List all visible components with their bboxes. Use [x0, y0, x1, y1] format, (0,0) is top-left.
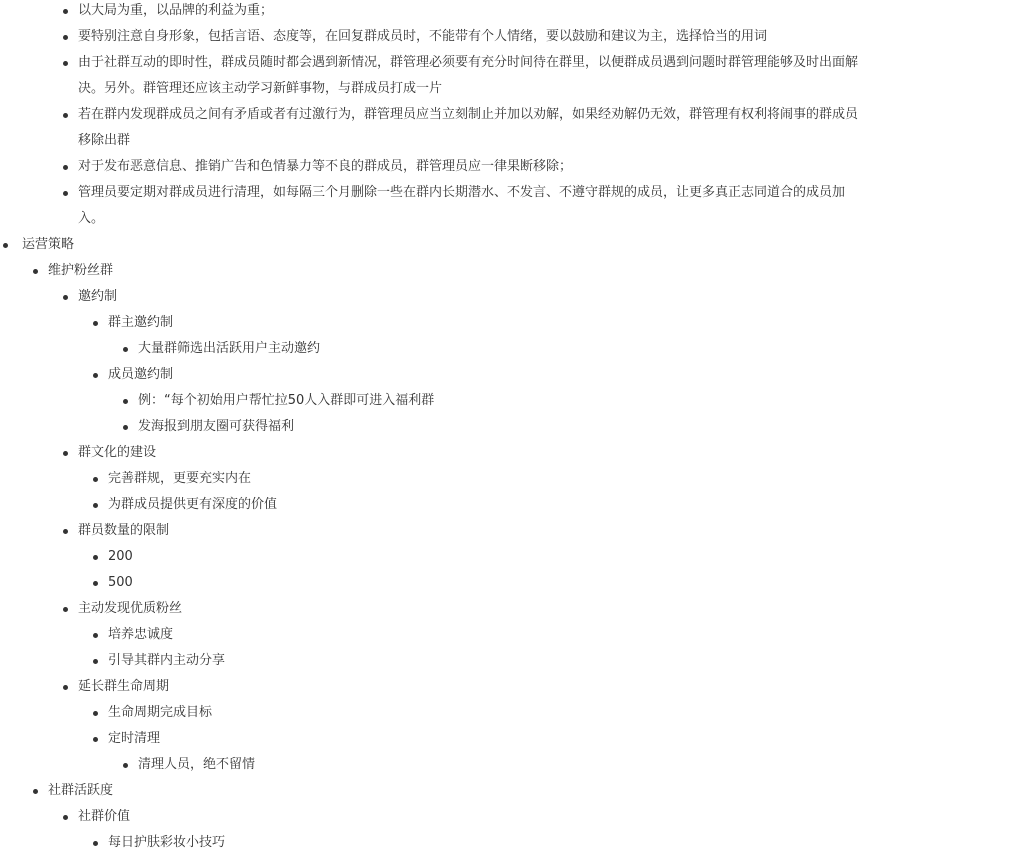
bullet-icon [63, 607, 68, 612]
bullet-icon [33, 789, 38, 794]
outline-item-text: 为群成员提供更有深度的价值 [108, 497, 278, 512]
outline-item-text: 生命周期完成目标 [108, 705, 213, 720]
outline-item-level-4 [0, 726, 1020, 752]
outline-item-text: 要特别注意自身形象，包括言语、态度等，在回复群成员时，不能带有个人情绪，要以鼓励和建议为主，选择恰当的用词 [78, 29, 768, 44]
outline-item-level-3 [0, 674, 1020, 700]
outline-item-text: 500 [108, 575, 133, 590]
outline-item-level-4 [0, 570, 1020, 596]
outline-item-level-4 [0, 700, 1020, 726]
outline-item-level-2 [0, 258, 1020, 284]
bullet-icon [93, 633, 98, 638]
outline-item-text: 运营策略 [22, 237, 75, 252]
outline-item-text: 清理人员，绝不留情 [138, 757, 256, 772]
outline-item-level-3 [0, 154, 1020, 180]
outline-item-level-5 [0, 388, 1020, 414]
bullet-icon [93, 737, 98, 742]
bullet-icon [93, 477, 98, 482]
outline-item-text: 社群活跃度 [48, 783, 114, 798]
outline-item-level-4 [0, 830, 1020, 855]
outline-item-text: 群文化的建设 [78, 445, 157, 460]
outline-item-text: 定时清理 [108, 731, 161, 746]
outline-item-level-4 [0, 466, 1020, 492]
outline-item-text: 维护粉丝群 [48, 263, 114, 278]
outline-item-text: 以大局为重，以品牌的利益为重； [78, 3, 274, 18]
outline-item-text: 若在群内发现群成员之间有矛盾或者有过激行为，群管理员应当立刻制止并加以劝解，如果经劝解仍无效，群管理有权利将闹事的群成员 [78, 107, 859, 122]
outline-item-continuation [0, 76, 1020, 102]
outline-item-text: 发海报到朋友圈可获得福利 [138, 419, 295, 434]
outline-item-text: 入。 [78, 211, 105, 226]
bullet-icon [93, 555, 98, 560]
outline-item-level-3 [0, 596, 1020, 622]
outline-item-level-5 [0, 336, 1020, 362]
outline-item-text: 由于社群互动的即时性，群成员随时都会遇到新情况，群管理必须要有充分时间待在群里，以便群成员遇到问题时群管理能够及时出面解 [78, 55, 859, 70]
bullet-icon [93, 581, 98, 586]
outline-item-text: 成员邀约制 [108, 367, 174, 382]
outline-item-level-3 [0, 804, 1020, 830]
bullet-icon [63, 165, 68, 170]
outline-item-level-3 [0, 440, 1020, 466]
bullet-icon [93, 659, 98, 664]
outline-item-level-4 [0, 648, 1020, 674]
outline-item-text: 决。另外。群管理还应该主动学习新鲜事物，与群成员打成一片 [78, 81, 443, 96]
bullet-icon [63, 61, 68, 66]
bullet-icon [63, 685, 68, 690]
outline-item-level-4 [0, 362, 1020, 388]
outline-item-level-3 [0, 180, 1020, 206]
outline-item-level-1 [0, 232, 1020, 258]
outline-item-level-4 [0, 544, 1020, 570]
outline-item-level-5 [0, 414, 1020, 440]
bullet-icon [93, 711, 98, 716]
bullet-icon [93, 841, 98, 846]
bullet-icon [63, 451, 68, 456]
outline-item-level-4 [0, 622, 1020, 648]
outline-item-level-3 [0, 518, 1020, 544]
bullet-icon [123, 347, 128, 352]
bullet-icon [123, 399, 128, 404]
outline-item-continuation [0, 128, 1020, 154]
outline-item-level-4 [0, 492, 1020, 518]
outline-item-level-3 [0, 102, 1020, 128]
outline-item-level-3 [0, 50, 1020, 76]
outline-item-level-4 [0, 310, 1020, 336]
bullet-icon [63, 529, 68, 534]
bullet-icon [63, 295, 68, 300]
outline-item-text: 主动发现优质粉丝 [78, 601, 183, 616]
outline-item-text: 大量群筛选出活跃用户主动邀约 [138, 341, 321, 356]
outline-item-text: 群员数量的限制 [78, 523, 170, 538]
outline-item-text: 管理员要定期对群成员进行清理，如每隔三个月删除一些在群内长期潜水、不发言、不遵守群规的成员，让更多真正志同道合的成员加 [78, 185, 846, 200]
outline-item-level-3 [0, 284, 1020, 310]
bullet-icon [63, 191, 68, 196]
outline-item-text: 200 [108, 549, 133, 564]
outline-item-text: 完善群规，更要充实内在 [108, 471, 252, 486]
outline-item-text: 每日护肤彩妆小技巧 [108, 835, 226, 850]
bullet-icon [33, 269, 38, 274]
outline-item-level-3 [0, 24, 1020, 50]
outline-item-text: 群主邀约制 [108, 315, 174, 330]
bullet-icon [3, 243, 8, 248]
outline-item-level-2 [0, 778, 1020, 804]
bullet-icon [123, 425, 128, 430]
outline-item-text: 邀约制 [78, 289, 118, 304]
outline-item-level-3 [0, 0, 1020, 24]
outline-item-text: 引导其群内主动分享 [108, 653, 226, 668]
outline-item-text: 例：“每个初始用户帮忙拉50人入群即可进入福利群 [138, 393, 435, 408]
outline-item-level-5 [0, 752, 1020, 778]
outline-item-continuation [0, 206, 1020, 232]
bullet-icon [123, 763, 128, 768]
bullet-icon [63, 35, 68, 40]
outline-item-text: 对于发布恶意信息、推销广告和色情暴力等不良的群成员，群管理员应一律果断移除； [78, 159, 573, 174]
bullet-icon [93, 373, 98, 378]
outline-item-text: 培养忠诚度 [108, 627, 174, 642]
outline-item-text: 延长群生命周期 [78, 679, 170, 694]
bullet-icon [63, 9, 68, 14]
outline-item-text: 移除出群 [78, 133, 131, 148]
bullet-icon [93, 503, 98, 508]
bullet-icon [93, 321, 98, 326]
bullet-icon [63, 815, 68, 820]
bullet-icon [63, 113, 68, 118]
outline-item-text: 社群价值 [78, 809, 131, 824]
